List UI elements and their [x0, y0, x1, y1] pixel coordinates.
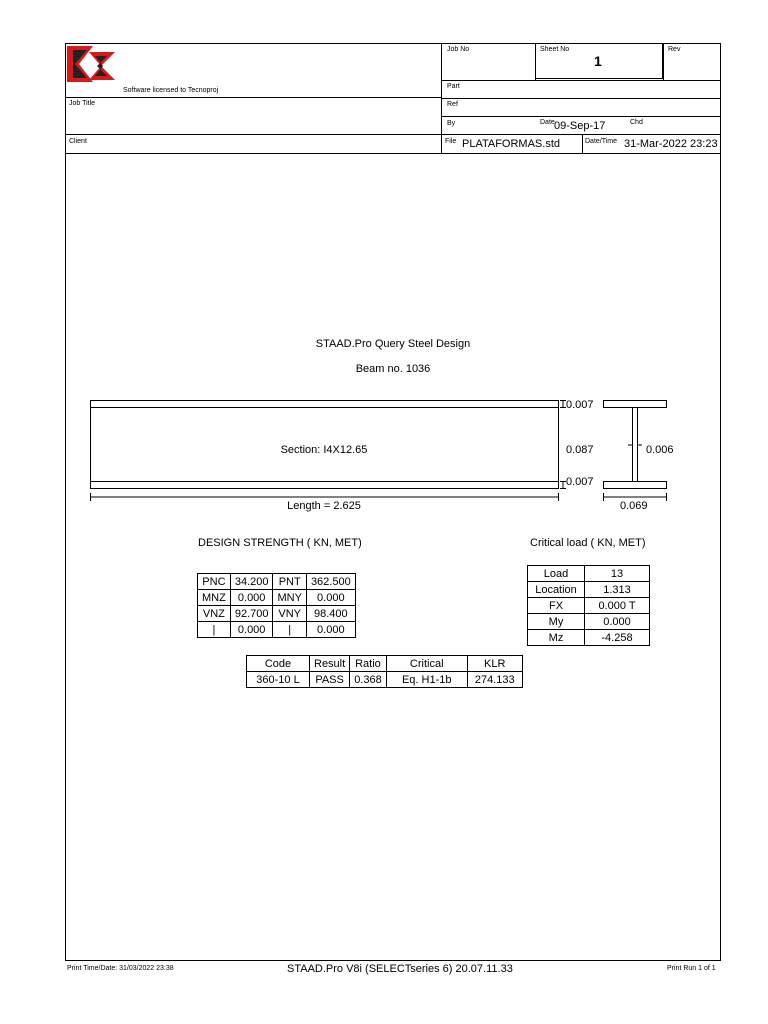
design-strength-table: [197, 573, 356, 638]
table-row: [528, 582, 650, 598]
sheet-no-value: 1: [594, 53, 602, 69]
table-header: KLR: [467, 656, 522, 672]
beam-drawing: [85, 395, 685, 517]
ref-label: Ref: [447, 101, 458, 108]
table-cell: 0.000: [230, 622, 273, 638]
critical-load-title: Critical load ( KN, MET): [530, 537, 646, 549]
print-time: Print Time/Date: 31/03/2022 23:38: [67, 965, 174, 972]
table-cell: 92.700: [230, 606, 273, 622]
table-cell: 274.133: [467, 672, 522, 688]
date-value: 09-Sep-17: [554, 120, 606, 132]
design-strength-title: DESIGN STRENGTH ( KN, MET): [198, 537, 362, 549]
job-title-label: Job Title: [69, 100, 96, 107]
table-cell: PASS: [310, 672, 350, 688]
header-line-by: [441, 116, 721, 117]
table-header: Result: [310, 656, 350, 672]
table-cell: My: [528, 614, 585, 630]
table-cell: 13: [585, 566, 650, 582]
beam-number: Beam no. 1036: [355, 363, 431, 375]
company-logo: [67, 46, 117, 82]
table-row: [247, 672, 523, 688]
table-row: [528, 614, 650, 630]
table-row: [198, 590, 356, 606]
table-cell: |: [273, 622, 306, 638]
length-label: Length = 2.625: [287, 500, 361, 512]
header-line-part: [441, 80, 721, 81]
client-label: Client: [69, 138, 87, 145]
table-header: Code: [247, 656, 310, 672]
table-cell: VNZ: [198, 606, 231, 622]
depth-dim: 0.087: [566, 444, 594, 456]
web-dim: 0.006: [646, 444, 674, 456]
table-cell: Load: [528, 566, 585, 582]
rev-label: Rev: [668, 46, 681, 53]
table-cell: VNY: [273, 606, 306, 622]
table-cell: MNY: [273, 590, 306, 606]
table-row: [198, 574, 356, 590]
table-row: [528, 630, 650, 646]
table-cell: 1.313: [585, 582, 650, 598]
table-cell: Eq. H1-1b: [386, 672, 467, 688]
table-cell: MNZ: [198, 590, 231, 606]
table-cell: 98.400: [306, 606, 355, 622]
header-bottom-line: [65, 153, 721, 154]
table-row: [198, 606, 356, 622]
table-cell: -4.258: [585, 630, 650, 646]
licensed-text: Software licensed to Tecnoproj: [123, 87, 219, 94]
header-line-jobtitle: [65, 97, 441, 98]
table-cell: FX: [528, 598, 585, 614]
table-cell: 0.000: [306, 622, 355, 638]
table-cell: 0.000 T: [585, 598, 650, 614]
table-cell: 0.000: [306, 590, 355, 606]
header-divider-datetime: [582, 134, 583, 154]
table-row: [198, 622, 356, 638]
header-line-ref: [441, 98, 721, 99]
table-cell: Mz: [528, 630, 585, 646]
table-cell: 362.500: [306, 574, 355, 590]
table-row: [528, 566, 650, 582]
chd-label: Chd: [630, 119, 643, 126]
sheet-no-label: Sheet No: [540, 46, 570, 53]
result-table: [246, 655, 523, 688]
width-dim: 0.069: [620, 500, 648, 512]
job-no-label: Job No: [447, 46, 470, 53]
file-value: PLATAFORMAS.std: [462, 138, 561, 150]
table-cell: 360-10 L: [247, 672, 310, 688]
table-cell: PNC: [198, 574, 231, 590]
table-header-row: [247, 656, 523, 672]
table-header: Critical: [386, 656, 467, 672]
section-label: Section: I4X12.65: [280, 444, 368, 456]
date-label: Date: [540, 119, 555, 126]
table-cell: Location: [528, 582, 585, 598]
header-divider-rev: [663, 43, 664, 80]
table-cell: PNT: [273, 574, 306, 590]
header-line-client: [65, 134, 721, 135]
header-divider: [441, 43, 442, 154]
table-cell: 34.200: [230, 574, 273, 590]
part-label: Part: [447, 83, 460, 90]
table-cell: 0.000: [230, 590, 273, 606]
flange-bottom-dim: 0.007: [566, 476, 594, 488]
print-run: Print Run 1 of 1: [667, 965, 716, 972]
table-cell: 0.368: [350, 672, 387, 688]
table-cell: |: [198, 622, 231, 638]
software-version: STAAD.Pro V8i (SELECTseries 6) 20.07.11.33: [287, 963, 513, 975]
table-header: Ratio: [350, 656, 387, 672]
query-title: STAAD.Pro Query Steel Design: [315, 338, 471, 350]
file-label: File: [445, 138, 457, 145]
by-label: By: [447, 120, 456, 127]
critical-load-table: [527, 565, 650, 646]
datetime-label: Date/Time: [585, 138, 618, 145]
table-row: [528, 598, 650, 614]
table-cell: 0.000: [585, 614, 650, 630]
datetime-value: 31-Mar-2022 23:23: [624, 138, 718, 150]
logo-icon: [67, 46, 117, 82]
flange-top-dim: 0.007: [566, 399, 594, 411]
